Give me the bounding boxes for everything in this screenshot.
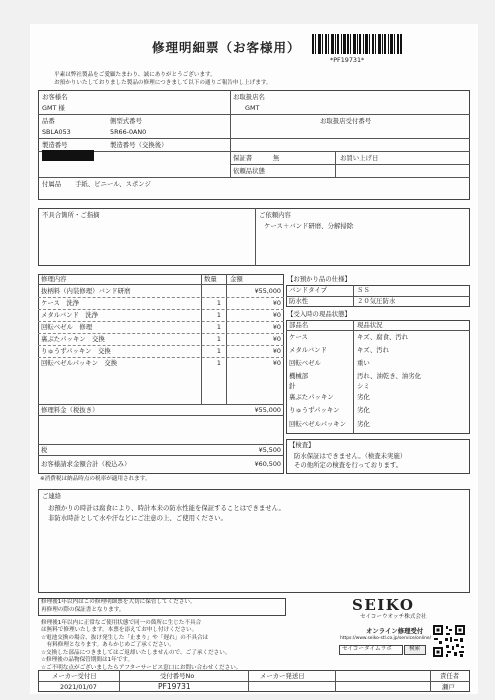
footer-note: 再修理の際の保証書となります。	[41, 607, 125, 613]
search-button-label: 検索	[409, 646, 421, 652]
spec-label: 防水性	[289, 297, 309, 305]
defect-label: 不具合箇所・ご指摘	[42, 211, 100, 219]
customer-name-value: GMT 様	[42, 104, 65, 112]
store-receipt-no-label: お取扱店受付番号	[320, 117, 372, 125]
item-no-label: 品番	[42, 117, 55, 125]
item-no-value: SBLA053	[42, 128, 71, 136]
manager-value: 瀬戸	[442, 683, 455, 691]
serial-no-label: 製造番号	[42, 141, 68, 149]
spec-value: ＳＳ	[357, 286, 370, 294]
repair-row-amount: ¥55,000	[254, 287, 281, 295]
repair-row-name: 回転ベゼル 修理	[41, 323, 93, 331]
condition-part: 針	[289, 382, 296, 390]
condition-part: 回転ベゼル	[289, 359, 321, 367]
purchase-date-label: お買い上げ日	[340, 154, 379, 162]
repair-row-amount: ¥0	[272, 335, 281, 343]
online-repair-title: オンライン修理受付	[366, 627, 424, 635]
repair-row-qty: 1	[216, 335, 221, 343]
notice-line-1: お預かりの時計は腐食により、時計本来の防水性能を保証することはできません。	[48, 504, 285, 512]
footer-note: 修理後1年以内に正常なご使用状態で同一の箇所に生じた不具合	[41, 620, 202, 626]
repair-header-content: 修理内容	[41, 275, 67, 283]
inspection-title: 【検査】	[289, 441, 315, 449]
condition-part: 回転ベゼルパッキン	[289, 420, 347, 428]
serial-swap-label: 製造番号（交換後）	[110, 141, 168, 149]
footer-note: 有料修理となります。あらかじめご了承ください。	[41, 642, 175, 648]
condition-state: 重い	[357, 359, 370, 367]
qr-code-graphic	[432, 624, 466, 658]
repair-row-amount: ¥0	[272, 347, 281, 355]
condition-state: 劣化	[357, 406, 370, 414]
repair-row-qty: 1	[216, 359, 221, 367]
intro-line-1: 平素は弊社製品をご愛顧たまわり、誠にありがとうございます。	[54, 72, 216, 78]
reception-no-value: PF19731	[158, 682, 191, 691]
spec-title: 【お預かり品の仕様】	[287, 275, 351, 283]
repair-row-qty: 1	[216, 299, 221, 307]
request-state-label: 依頼品状態	[233, 167, 265, 175]
online-repair-link[interactable]: https://www.seiko-stl.co.jp/service/online/	[340, 636, 432, 641]
qr-code[interactable]	[432, 624, 466, 658]
repair-row-name: 裏ぶたパッキン 交換	[41, 335, 105, 343]
repair-row-amount: ¥0	[272, 323, 281, 331]
repair-statement-sheet	[30, 24, 478, 694]
customer-name-label: お客様名	[42, 93, 68, 101]
repair-table	[38, 274, 284, 474]
seiko-logo: SEIKO	[352, 596, 415, 614]
manager-header: 責任者	[440, 672, 460, 680]
request-label: ご依頼内容	[259, 211, 291, 219]
tax-value: ¥5,500	[258, 446, 281, 454]
footer-note: ☆修理後の品物保管期間は1年です。	[41, 657, 134, 663]
total-label: お客様請求金額合計（税込み）	[41, 460, 131, 468]
reception-no-header: 受付番号No	[160, 672, 195, 680]
reception-date-header: メーカー受付日	[52, 672, 97, 680]
footer-note: ☆ご不明な点がございましたらアフターサービス窓口にお問い合わせください。	[41, 665, 242, 671]
condition-state: キズ、腐食、汚れ	[357, 333, 409, 341]
condition-state: 汚れ、油乾き、油劣化	[357, 372, 422, 380]
issue-box	[38, 208, 470, 266]
repair-row-name: 回転ベゼルパッキン 交換	[41, 359, 118, 367]
repair-row-name: 抜柄料（内装修理）バンド研磨	[41, 287, 131, 295]
notice-line-2: 非防水時計として水や汗などにご注意の上、ご使用ください。	[48, 514, 227, 522]
condition-part: ケース	[289, 333, 308, 341]
repair-fee-value: ¥55,000	[254, 406, 281, 414]
condition-title: 【受入時の現品状態】	[287, 310, 351, 318]
store-name-value: GMT	[245, 104, 260, 112]
condition-part: 機械部	[289, 372, 309, 380]
repair-row-name: りゅうずパッキン 交換	[41, 347, 111, 355]
barcode	[312, 34, 402, 54]
inspection-line-1: 防水保証はできません。（検査未実施）	[294, 452, 407, 460]
inspection-line-2: その他所定の検査を行っております。	[294, 461, 403, 469]
repair-row-qty: 1	[216, 311, 221, 319]
repair-row-amount: ¥0	[272, 311, 281, 319]
repair-row-amount: ¥0	[272, 359, 281, 367]
barcode-graphic	[312, 34, 402, 54]
model-no-value: 5R66-0AN0	[110, 128, 147, 136]
spec-label: バンドタイプ	[289, 286, 328, 294]
warranty-value: 無	[273, 154, 280, 162]
condition-state: 劣化	[357, 393, 370, 401]
total-value: ¥60,500	[254, 460, 281, 468]
condition-state: シミ	[357, 382, 370, 390]
page-title: 修理明細票（お客様用）	[152, 40, 301, 55]
footer-note: は無料で修理いたします。本票を添えてお申し付けください。	[41, 627, 198, 633]
repair-header-amount: 金額	[230, 275, 243, 283]
search-box-text: セイコータイムラボ	[342, 646, 392, 652]
reception-date-value: 2021/01/07	[60, 683, 97, 691]
notice-title: ご連絡	[42, 492, 62, 500]
repair-row-qty: 1	[216, 347, 221, 355]
accessories-value: 手紙、ビニール、スポンジ	[75, 180, 151, 188]
spec-value: ２０気圧防水	[357, 297, 396, 305]
condition-state: キズ、汚れ	[357, 346, 390, 354]
company-name: セイコーウオッチ株式会社	[360, 614, 427, 620]
ship-date-header: メーカー発送日	[260, 672, 305, 680]
model-no-label: 側型式番号	[110, 117, 142, 125]
repair-row-qty: 1	[216, 323, 221, 331]
condition-header-part: 部品名	[289, 321, 309, 329]
condition-state: 劣化	[357, 420, 370, 428]
tax-label: 税	[41, 446, 48, 454]
footer-note: ☆交換した部品につきましてはご返却いたしませんので、ご了承ください。	[41, 650, 231, 656]
barcode-text: *PF19731*	[330, 56, 365, 64]
serial-no-redaction	[42, 150, 94, 161]
store-name-label: お取扱店名	[233, 93, 265, 101]
tax-note: ※消費税は納品時点の税率が適用されます。	[40, 476, 151, 482]
repair-row-name: ケース 洗浄	[41, 299, 80, 307]
repair-header-qty: 数量	[204, 275, 217, 283]
warranty-label: 保証書	[233, 154, 253, 162]
footer-note: ☆電池交換の場合、抜け発生した「止まり」や「遅れ」の不具合は	[41, 635, 209, 641]
repair-row-name: メタルバンド 洗浄	[41, 311, 99, 319]
repair-fee-label: 修理料金（税抜き）	[41, 406, 99, 414]
intro-line-2: お預かりいたしておりました製品の修理につきまして以下の通りご報告申し上げます。	[54, 80, 272, 86]
condition-part: メタルバンド	[289, 346, 327, 354]
request-value: ケース＋バンド研磨、分解掃除	[264, 222, 354, 230]
footer-note: 修理後1年以内はこの修理明細票を大切に保管してください。	[41, 599, 196, 605]
condition-part: りゅうずパッキン	[289, 406, 340, 414]
accessories-label: 付属品	[42, 180, 62, 188]
repair-row-amount: ¥0	[272, 299, 281, 307]
condition-header-state: 現品状況	[357, 321, 383, 329]
condition-part: 裏ぶたパッキン	[289, 393, 334, 401]
